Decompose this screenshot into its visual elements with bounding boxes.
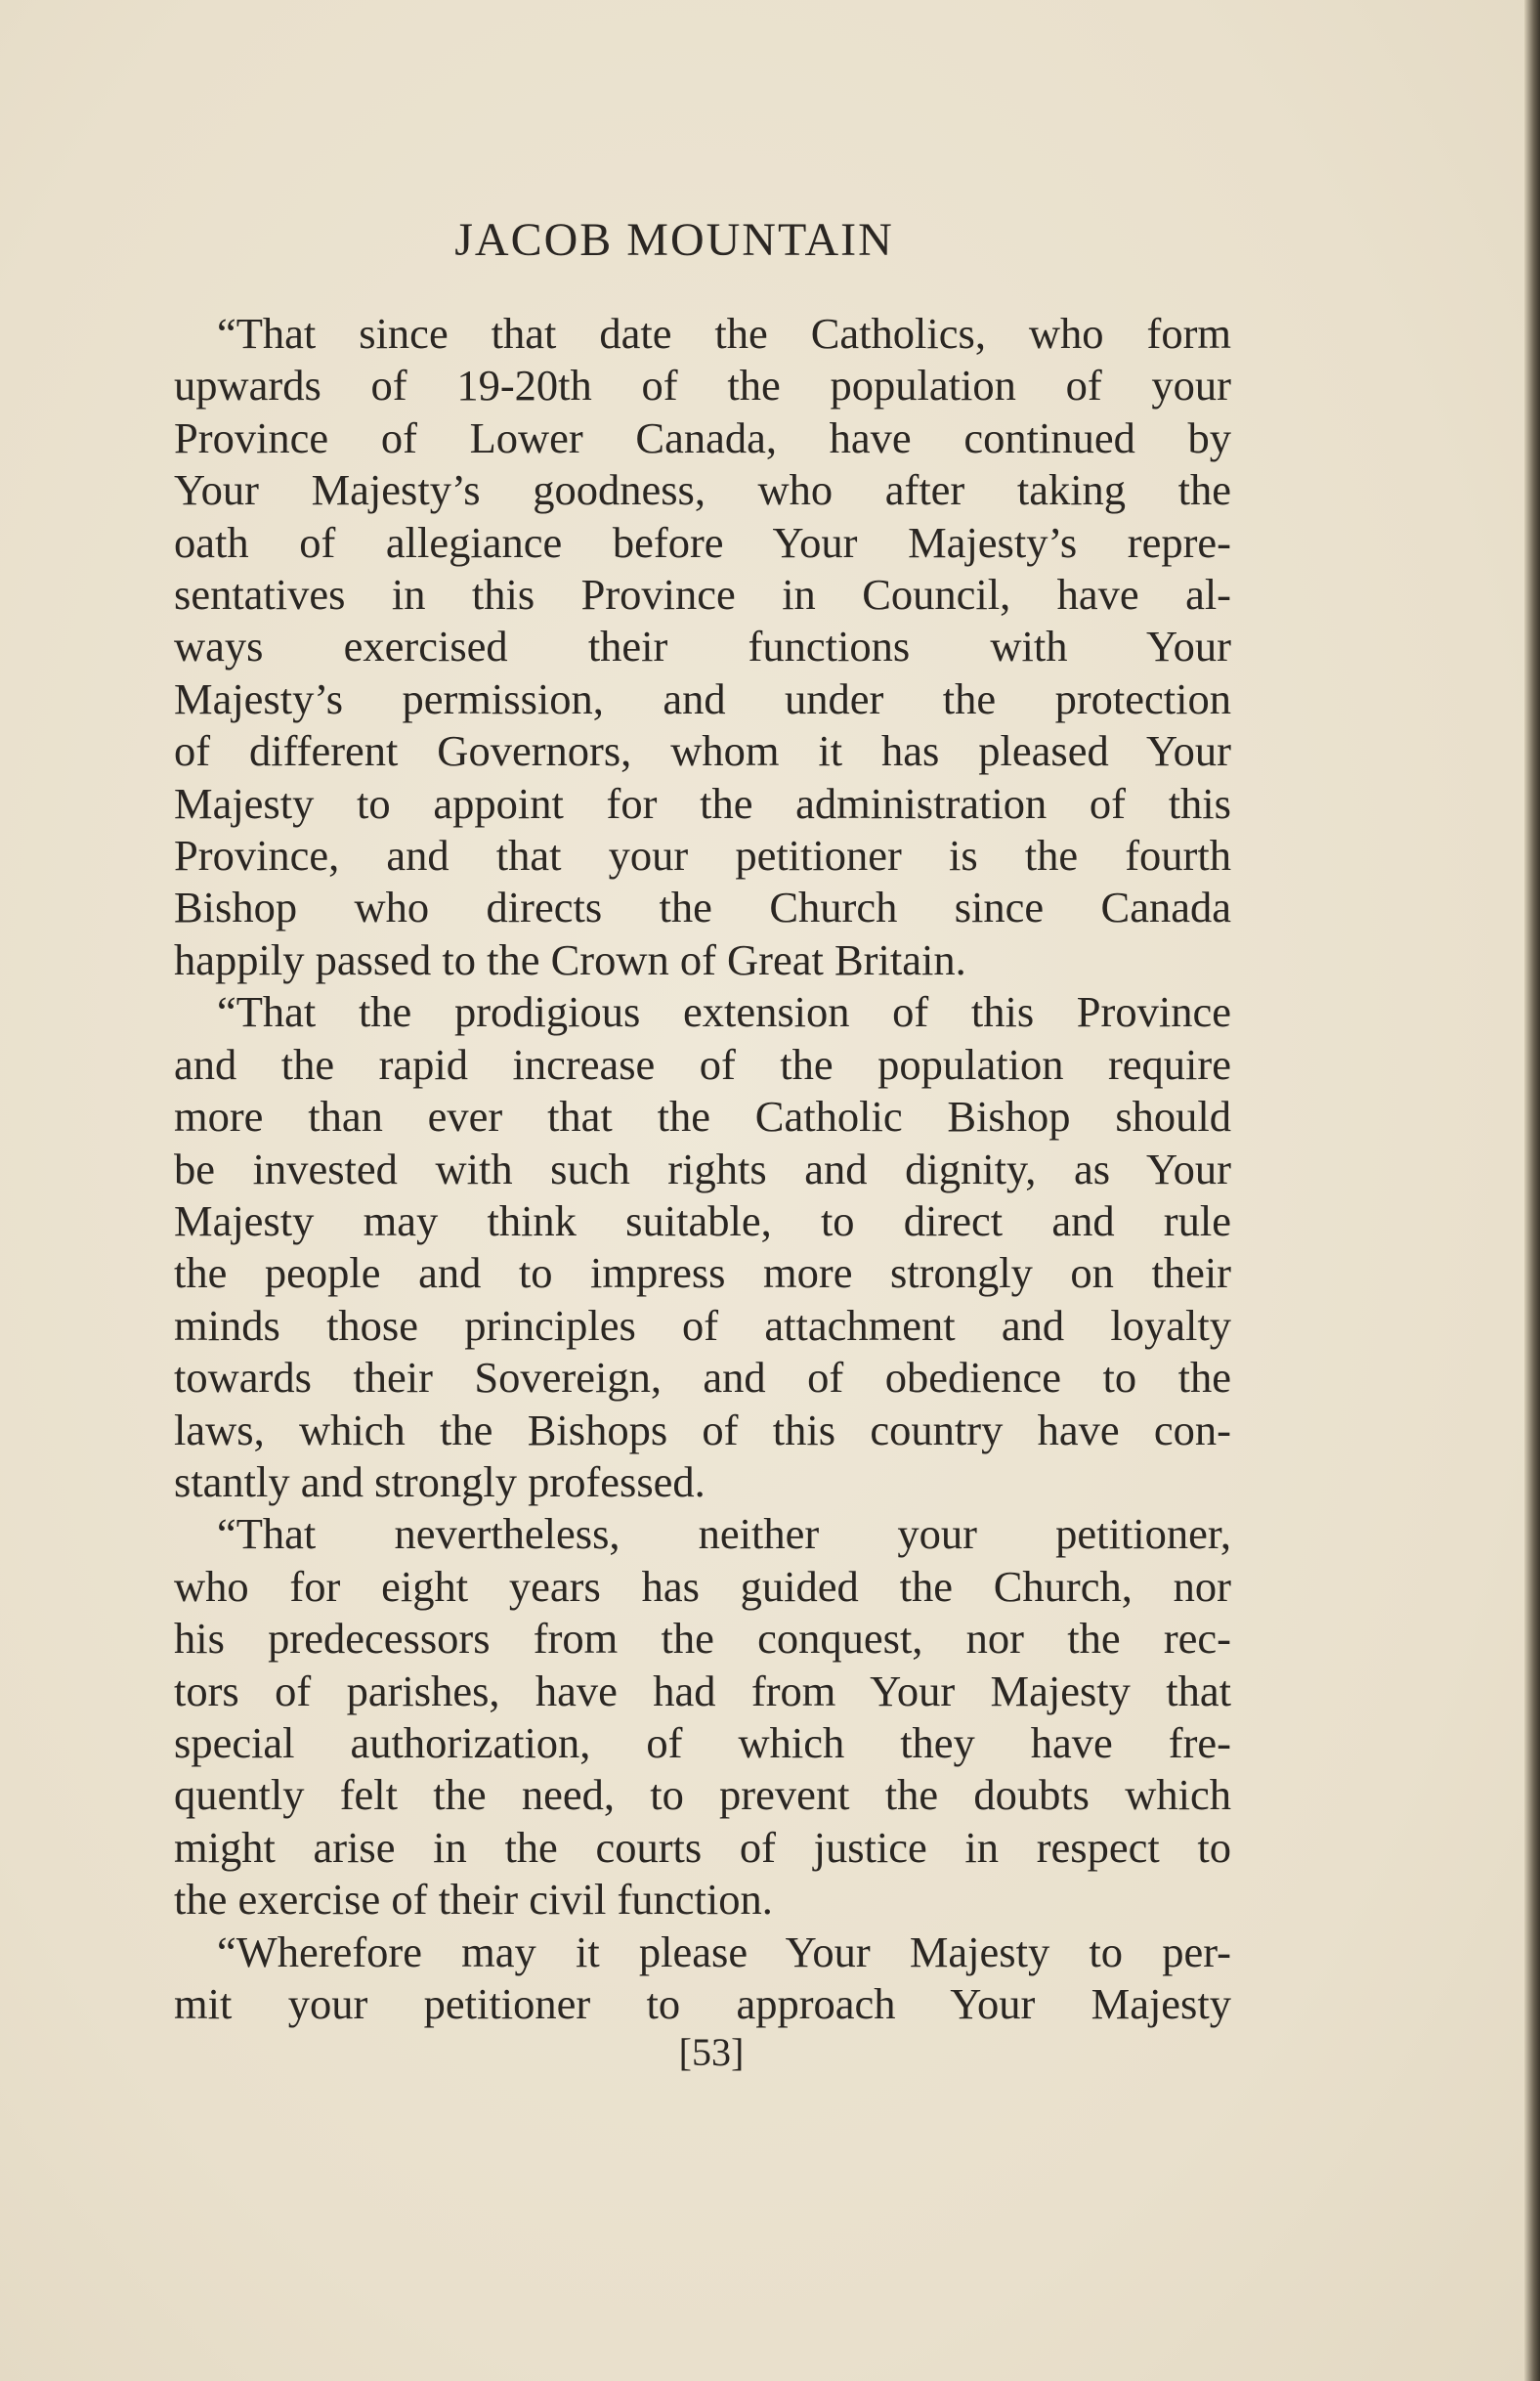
text-line: laws, which the Bishops of this country have con- <box>174 1405 1231 1454</box>
text-line: Province of Lower Canada, have continued by <box>174 412 1231 462</box>
paragraph-4 <box>174 1926 1231 2031</box>
text-line: who for eight years has guided the Church, nor <box>174 1561 1231 1611</box>
page-number: [53] <box>678 2030 745 2074</box>
text-line: the people and to impress more strongly on their <box>174 1248 1231 1298</box>
text-line: the exercise of their civil function. <box>174 1875 773 1925</box>
text-line: of different Governors, whom it has pleased Your <box>174 726 1231 776</box>
paragraph-2 <box>174 986 1231 1508</box>
text-line: Majesty’s permission, and under the protection <box>174 673 1231 723</box>
text-line: might arise in the courts of justice in respect to <box>174 1822 1231 1872</box>
text-line: ways exercised their functions with Your <box>174 622 1231 671</box>
text-line: Bishop who directs the Church since Canada <box>174 883 1231 932</box>
paragraph-1 <box>174 308 1231 986</box>
text-line: quently felt the need, to prevent the doubts which <box>174 1770 1231 1820</box>
text-line: his predecessors from the conquest, nor the rec- <box>174 1614 1231 1664</box>
text-line: “That nevertheless, neither your petitioner, <box>217 1509 1231 1559</box>
running-header: JACOB MOUNTAIN <box>454 214 894 266</box>
text-line: mit your petitioner to approach Your Majesty <box>174 1979 1231 2028</box>
text-line: upwards of 19-20th of the population of your <box>174 361 1231 411</box>
page-body <box>174 308 1231 2030</box>
text-line: special authorization, of which they have fre- <box>174 1717 1231 1767</box>
text-line: more than ever that the Catholic Bishop should <box>174 1092 1231 1142</box>
text-line: towards their Sovereign, and of obedience to the <box>174 1353 1231 1403</box>
text-line: Majesty to appoint for the administration of this <box>174 778 1231 828</box>
text-line: and the rapid increase of the population require <box>174 1039 1231 1089</box>
text-line: minds those principles of attachment and loyalty <box>174 1300 1231 1350</box>
text-line: happily passed to the Crown of Great Britain. <box>174 934 966 984</box>
text-line: “Wherefore may it please Your Majesty to per- <box>217 1926 1231 1976</box>
text-line: Majesty may think suitable, to direct and rule <box>174 1195 1231 1245</box>
text-line: “That the prodigious extension of this Province <box>217 987 1231 1037</box>
text-line: stantly and strongly professed. <box>174 1456 706 1506</box>
text-line: Province, and that your petitioner is the fourth <box>174 831 1231 881</box>
text-line: tors of parishes, have had from Your Majesty that <box>174 1666 1231 1715</box>
text-line: be invested with such rights and dignity, as Your <box>174 1144 1231 1193</box>
book-spine-edge <box>1524 0 1540 2381</box>
paragraph-3 <box>174 1508 1231 1926</box>
text-line: oath of allegiance before Your Majesty’s repre- <box>174 517 1231 567</box>
text-line: Your Majesty’s goodness, who after taking the <box>174 465 1231 515</box>
text-line: sentatives in this Province in Council, have al- <box>174 570 1231 620</box>
text-line: “That since that date the Catholics, who form <box>217 309 1231 358</box>
